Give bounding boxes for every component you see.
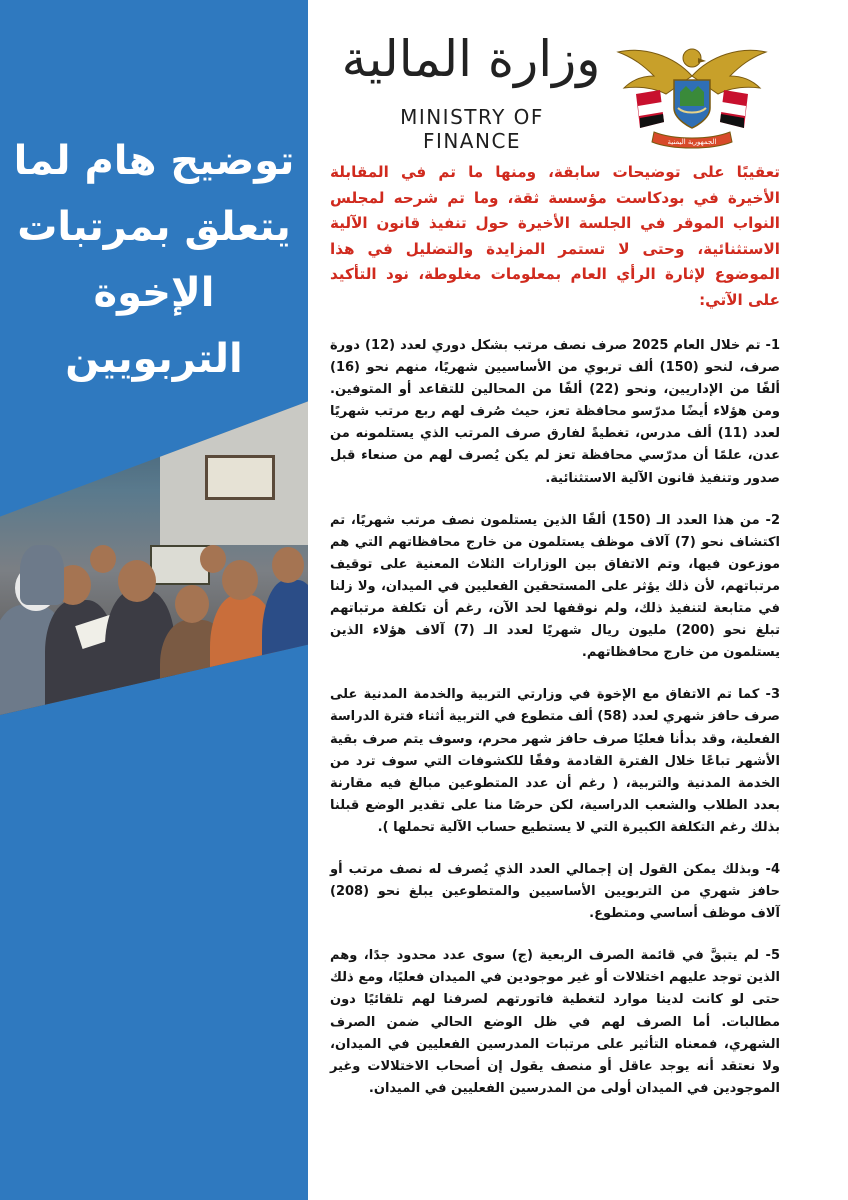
page-title: [0, 128, 308, 392]
intro-paragraph: تعقيبًا على توضيحات سابقة، ومنها ما تم في المقابلة الأخيرة في بودكاست مؤسسة ثقة، وما تم شرحه لمجلس النواب الموقر في الجلسة الأخيرة حول تنفيذ قانون الآلية الاستثنائية، وحتى لا تستمر المزايدة والتضليل في هذا الموضوع لإثارة الرأي العام بمعلومات مغلوطة، نود التأكيد على الآتي:: [330, 163, 780, 309]
ministry-arabic-logo: وزارة المالية: [341, 30, 601, 88]
point-3: 3- كما تم الاتفاق مع الإخوة في وزارتي التربية والخدمة المدنية على صرف حافز شهري لعدد (58) ألف متطوع في التربية أثناء فترة الدراسة الفعلية، وقد بدأنا فعليًا صرف حافز شهر محرم، وسوف يتم صرف بقية الأشهر تباعًا خلال الفترة القادمة وفقًا للكشوفات التي سوف ترد من الخدمة المدنية والتربية، ( رغم أن عدد المتطوعين مبالغ فيه مقارنة بعدد الطلاب والشعب الدراسية، لكن حرصًا منا على تقدير الوضع قبلنا بذلك رغم التكلفة الكبيرة التي لا يستطيع حساب الآلية تحملها ).: [330, 687, 780, 835]
photo-notice-board: [205, 455, 275, 500]
point-5: 5- لم يتبقَّ في قائمة الصرف الربعية (ج) سوى عدد محدود جدًا، وهم الذين توجد عليهم اختلالات أو غير موجودين في الميدان فعليًا، ومع ذلك حتى لو كانت لدينا موارد لتغطية فاتورتهم لصرفنا لهم تلقائيًا دون مطالبات. أما الصرف لهم في ظل الوضع الحالي ضمن الصرف الشهري، فمعناه التأثير على مرتبات المدرسين الفعليين في الميدان، ولا نعتقد أنه يوجد عاقل أو منصف يقول إن أصحاب الاختلالات وغير الموجودين في الميدان أولى من المدرسين الفعليين في الميدان.: [330, 948, 780, 1096]
photo-person-head: [222, 560, 258, 600]
point-2: 2- من هذا العدد الـ (150) ألفًا الذين يستلمون نصف مرتب شهريًا، تم اكتشاف نحو (7) آلاف موظف يستلمون من خارج محافظاتهم التي هم موزعون فيها، وتم الاتفاق بين الوزارات الثلاث المعنية على توقيف مرتباتهم، لأن ذلك يؤثر على المستحقين الفعليين في الميدان، ولا زلنا في متابعة لتنفيذ ذلك، ولم نوقفها لحد الآن، رغم أن تكلفة مرتباتهم تبلغ نحو (200) مليون ريال شهريًا لعدد الـ (7) آلاف هؤلاء الذين يستلمون من خارج محافظاتهم.: [330, 512, 780, 661]
photo-person-head: [200, 545, 226, 573]
point-1: 1- تم خلال العام 2025 صرف نصف مرتب بشكل دوري لعدد (12) دورة صرف، لنحو (150) ألف تربوي من الأساسيين شهريًا، منهم نحو (16) ألفًا من الإداريين، ونحو (22) ألفًا من المحالين للتقاعد أو المتوفين. ومن هؤلاء أيضًا مدرّسو محافظة تعز، حيث صُرف لهم ربع مرتب شهريًا لعدد (11) ألف مدرس، تغطيةً لفارق صرف المرتب الذي يستلمونه من عدن، علمًا أن مدرّسي محافظة تعز لم يكن يُصرف لهم من صنعاء قبل صدور وتنفيذ قانون الآلية الاستثنائية.: [330, 338, 781, 486]
ministry-english-name: MINISTRY OF FINANCE: [400, 105, 544, 153]
yemen-eagle-emblem-icon: [614, 36, 770, 152]
title-line-3: الإخوة التربويين: [65, 270, 243, 382]
sidebar-banner: [0, 0, 308, 1200]
point-4: 4- وبذلك يمكن القول إن إجمالي العدد الذي يُصرف له نصف مرتب أو حافز شهري من التربويين الأساسيين والمتطوعين يبلغ نحو (208) آلاف موظف أساسي ومتطوع.: [330, 861, 780, 922]
photo-person-head: [272, 547, 304, 583]
photo-person-head: [90, 545, 116, 573]
emblem-caption: الجمهورية اليمنية: [667, 138, 717, 146]
teachers-crowd-photo: [0, 395, 308, 715]
photo-person-head: [175, 585, 209, 623]
title-line-2: يتعلق بمرتبات: [17, 204, 291, 250]
photo-person: [20, 545, 64, 605]
photo-person-head: [118, 560, 156, 602]
statement-body: [330, 160, 780, 1100]
photo-person: [262, 580, 308, 715]
title-line-1: توضيح هام لما: [13, 138, 295, 184]
